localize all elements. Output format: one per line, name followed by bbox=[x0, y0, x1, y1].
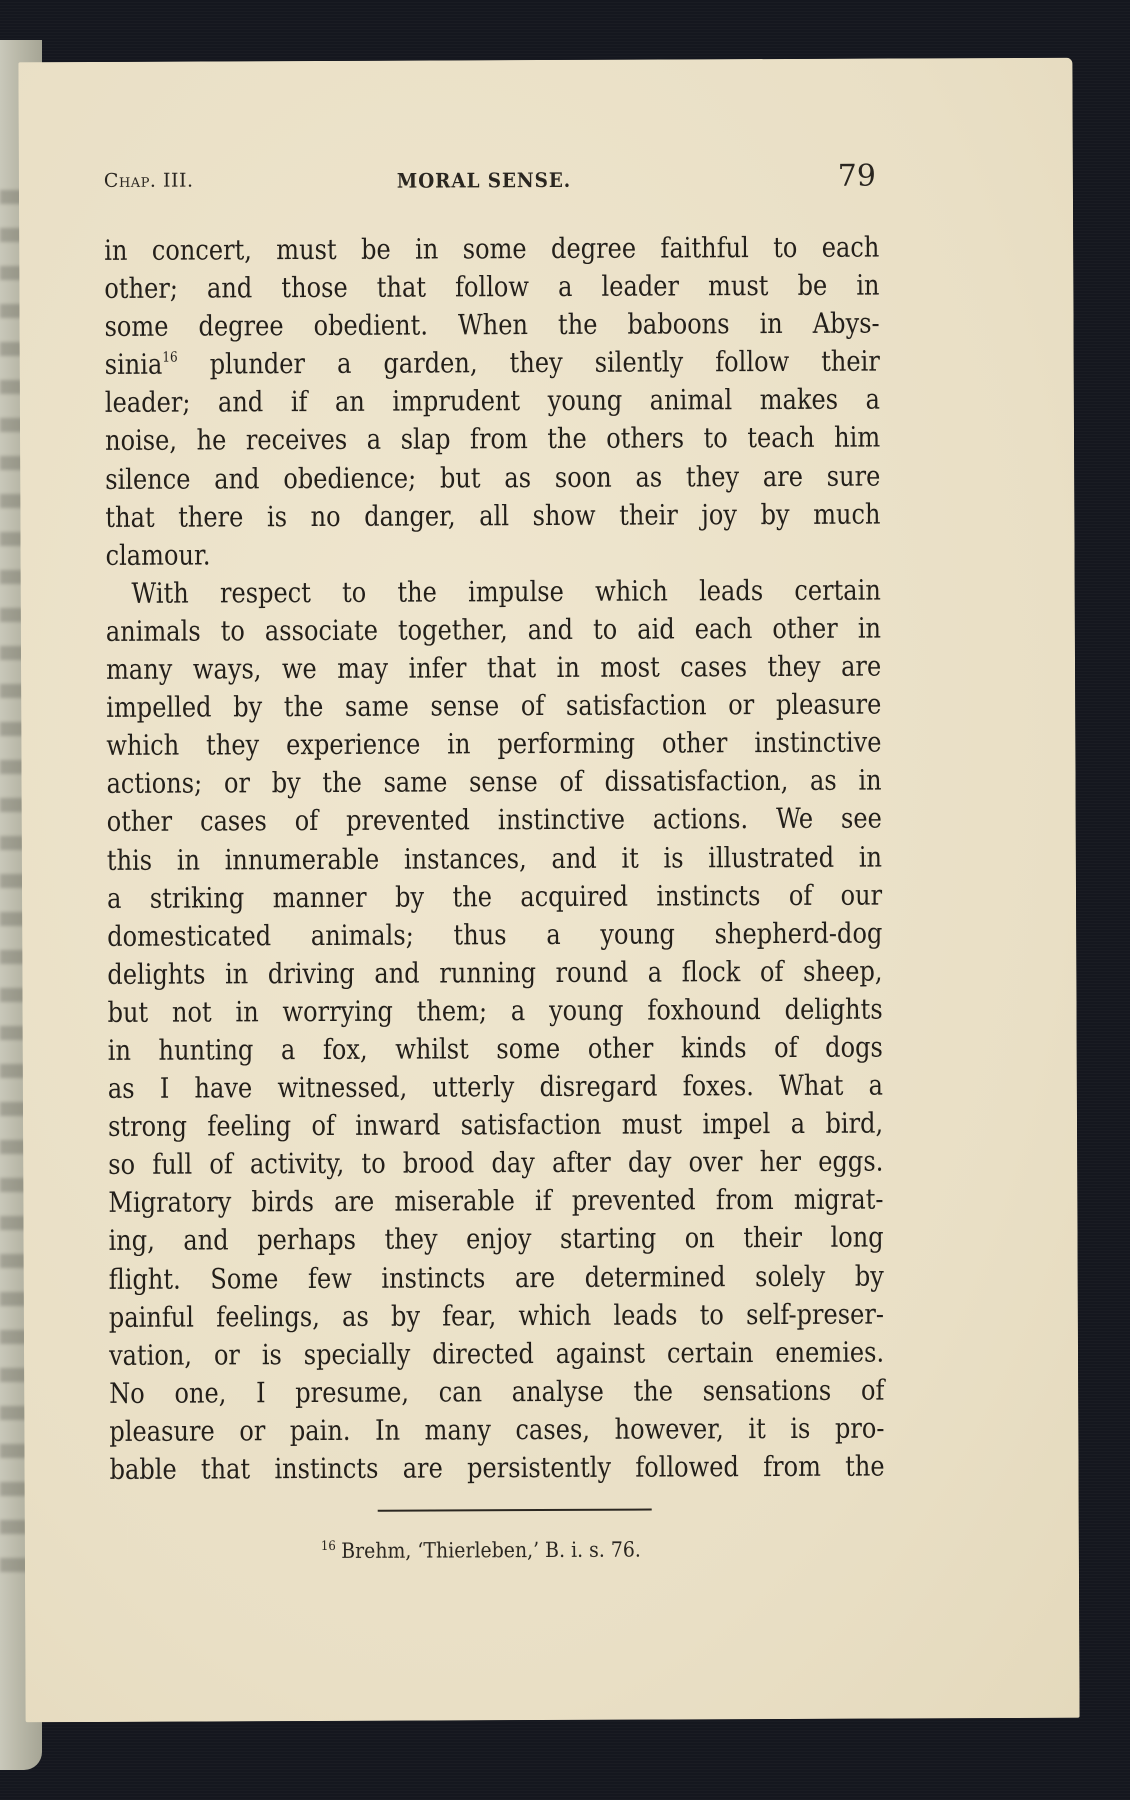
text-line: so full of activity, to brood day after day over her eggs. bbox=[108, 1144, 884, 1182]
text-line: but not in worrying them; a young foxhound delights bbox=[107, 992, 883, 1029]
text-line-with-footnote-ref bbox=[105, 343, 880, 384]
text-line: domesticated animals; thus a young shepherd-dog bbox=[107, 916, 883, 953]
text-line: Migratory birds are miserable if prevented from migrat- bbox=[108, 1182, 884, 1220]
chapter-label: Chap. III. bbox=[103, 169, 194, 192]
footnote-text: Brehm, ‘Thierleben,’ B. i. s. 76. bbox=[341, 1537, 641, 1563]
text-line: this in innumerable instances, and it is illustrated in bbox=[106, 840, 883, 877]
footnote bbox=[321, 1538, 641, 1563]
text-line: impelled by the same sense of satisfaction or pleasure bbox=[106, 687, 882, 725]
text-line: animals to associate together, and to aid each other in bbox=[105, 611, 882, 648]
text-line: in hunting a fox, whilst some other kinds of dogs bbox=[107, 1030, 883, 1067]
text-line: other cases of prevented instinctive actions. We see bbox=[106, 801, 882, 839]
text-fragment: plunder a garden, they silently follow their bbox=[177, 344, 880, 381]
text-line: strong feeling of inward satisfaction must impel a bird, bbox=[107, 1106, 884, 1144]
text-line: painful feelings, as by fear, which leads to self-preser- bbox=[108, 1297, 885, 1334]
text-line: ing, and perhaps they enjoy starting on their long bbox=[108, 1220, 884, 1258]
text-line: flight. Some few instincts are determined solely by bbox=[108, 1259, 884, 1296]
text-line: actions; or by the same sense of dissatisfaction, as in bbox=[106, 763, 882, 801]
book-page bbox=[18, 58, 1079, 1723]
text-line: silence and obedience; but as soon as they are sure bbox=[105, 459, 881, 496]
text-line: delights in driving and running round a flock of sheep, bbox=[107, 954, 883, 991]
text-line: other; and those that follow a leader must be in bbox=[104, 268, 880, 306]
text-line: bable that instincts are persistently followed from the bbox=[109, 1449, 885, 1486]
text-line: vation, or is specially directed against certain enemies. bbox=[108, 1335, 885, 1372]
text-line: as I have witnessed, utterly disregard foxes. What a bbox=[107, 1068, 884, 1105]
page-number: 79 bbox=[837, 158, 876, 194]
text-line: some degree obedient. When the baboons in Abys- bbox=[104, 306, 880, 344]
text-line: noise, he receives a slap from the others to teach him bbox=[104, 421, 881, 458]
footnote-number: 16 bbox=[320, 1538, 336, 1555]
paragraph-start-line: With respect to the impulse which leads certain bbox=[131, 573, 881, 610]
footnote-reference[interactable]: 16 bbox=[162, 349, 178, 366]
text-line: in concert, must be in some degree faithful to each bbox=[104, 230, 880, 267]
footnote-divider bbox=[378, 1509, 652, 1512]
running-head bbox=[104, 159, 884, 202]
body-text bbox=[104, 229, 884, 1489]
text-line: leader; and if an imprudent young animal makes a bbox=[104, 382, 881, 420]
text-line: pleasure or pain. In many cases, however, it is pro- bbox=[109, 1411, 885, 1448]
text-line: No one, I presume, can analyse the sensations of bbox=[109, 1373, 885, 1410]
text-line: many ways, we may infer that in most cases they are bbox=[105, 649, 882, 686]
text-line: a striking manner by the acquired instincts of our bbox=[106, 878, 883, 915]
text-line: that there is no danger, all show their joy by much bbox=[105, 497, 881, 534]
text-fragment: sinia bbox=[104, 347, 163, 382]
chapter-title: MORAL SENSE. bbox=[396, 167, 572, 193]
text-line: clamour. bbox=[105, 538, 211, 572]
text-line: which they experience in performing other instinctive bbox=[106, 725, 882, 763]
